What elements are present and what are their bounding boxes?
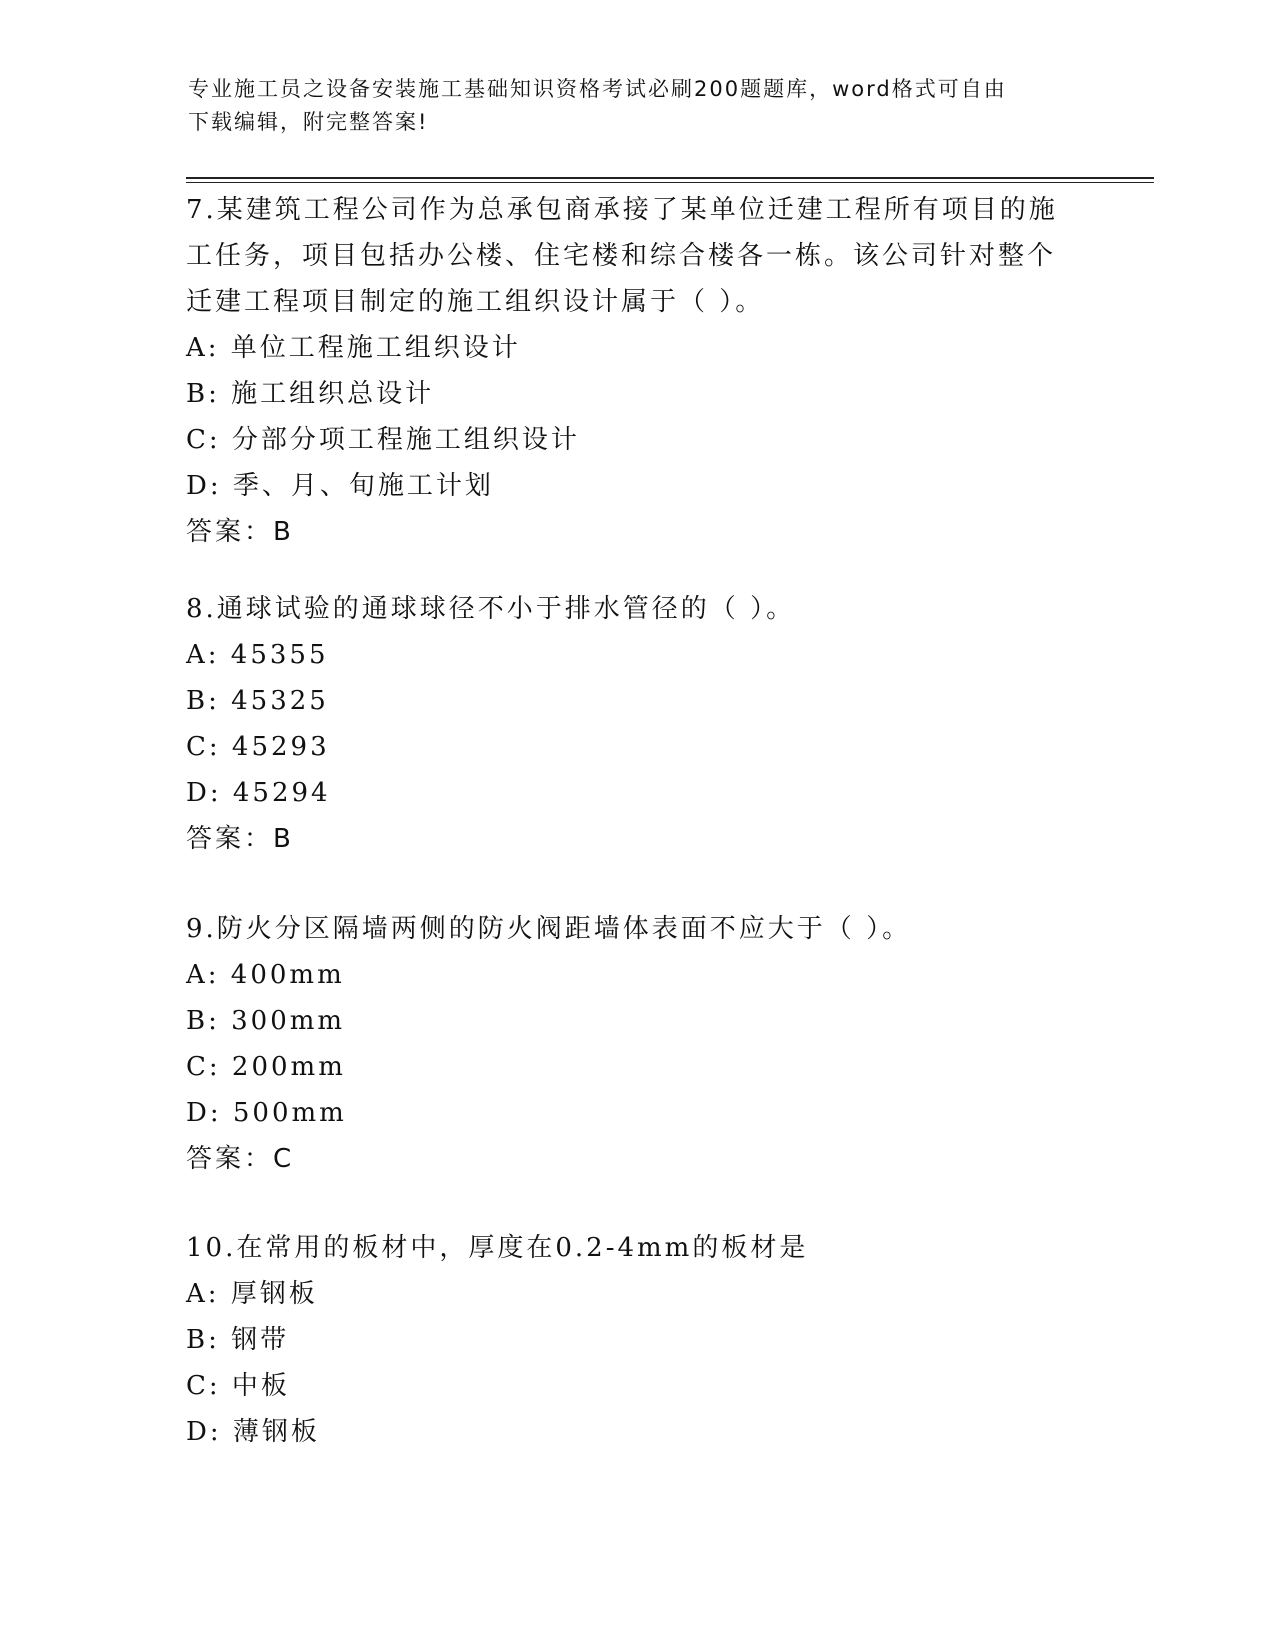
option-b: B: 钢带 — [186, 1325, 290, 1355]
option-d: D: 500mm — [186, 1098, 347, 1128]
option-c: C: 200mm — [186, 1052, 346, 1082]
option-d: D: 45294 — [186, 778, 331, 808]
question-10 — [186, 1225, 1066, 1455]
option-c: C: 分部分项工程施工组织设计 — [186, 425, 580, 455]
option-b: B: 300mm — [186, 1006, 346, 1036]
option-c: C: 中板 — [186, 1371, 290, 1401]
header-line-2: 下载编辑，附完整答案! — [188, 110, 429, 134]
document-header — [188, 73, 1088, 139]
question-8 — [186, 586, 1066, 862]
question-9 — [186, 906, 1066, 1182]
option-a: A: 45355 — [186, 640, 329, 670]
header-divider-thick — [186, 177, 1154, 179]
question-text: 10.在常用的板材中，厚度在0.2-4mm的板材是 — [186, 1233, 809, 1263]
option-b: B: 45325 — [186, 686, 329, 716]
option-a: A: 400mm — [186, 960, 345, 990]
option-d: D: 季、月、旬施工计划 — [186, 471, 494, 501]
header-divider-thin — [186, 182, 1154, 183]
question-text: 8.通球试验的通球球径不小于排水管径的（ ）。 — [186, 594, 796, 624]
question-7 — [186, 187, 1066, 555]
answer-text: 答案：B — [186, 517, 294, 547]
header-line-1: 专业施工员之设备安装施工基础知识资格考试必刷200题题库，word格式可自由 — [188, 77, 1007, 101]
option-b: B: 施工组织总设计 — [186, 379, 435, 409]
question-text: 7.某建筑工程公司作为总承包商承接了某单位迁建工程所有项目的施工任务，项目包括办公楼、住宅楼和综合楼各一栋。该公司针对整个迁建工程项目制定的施工组织设计属于（ ）。 — [186, 195, 1058, 317]
answer-text: 答案：B — [186, 824, 294, 854]
option-d: D: 薄钢板 — [186, 1417, 320, 1447]
question-text: 9.防火分区隔墙两侧的防火阀距墙体表面不应大于（ ）。 — [186, 914, 912, 944]
option-c: C: 45293 — [186, 732, 330, 762]
option-a: A: 厚钢板 — [186, 1279, 318, 1309]
answer-text: 答案：C — [186, 1144, 295, 1174]
option-a: A: 单位工程施工组织设计 — [186, 333, 521, 363]
